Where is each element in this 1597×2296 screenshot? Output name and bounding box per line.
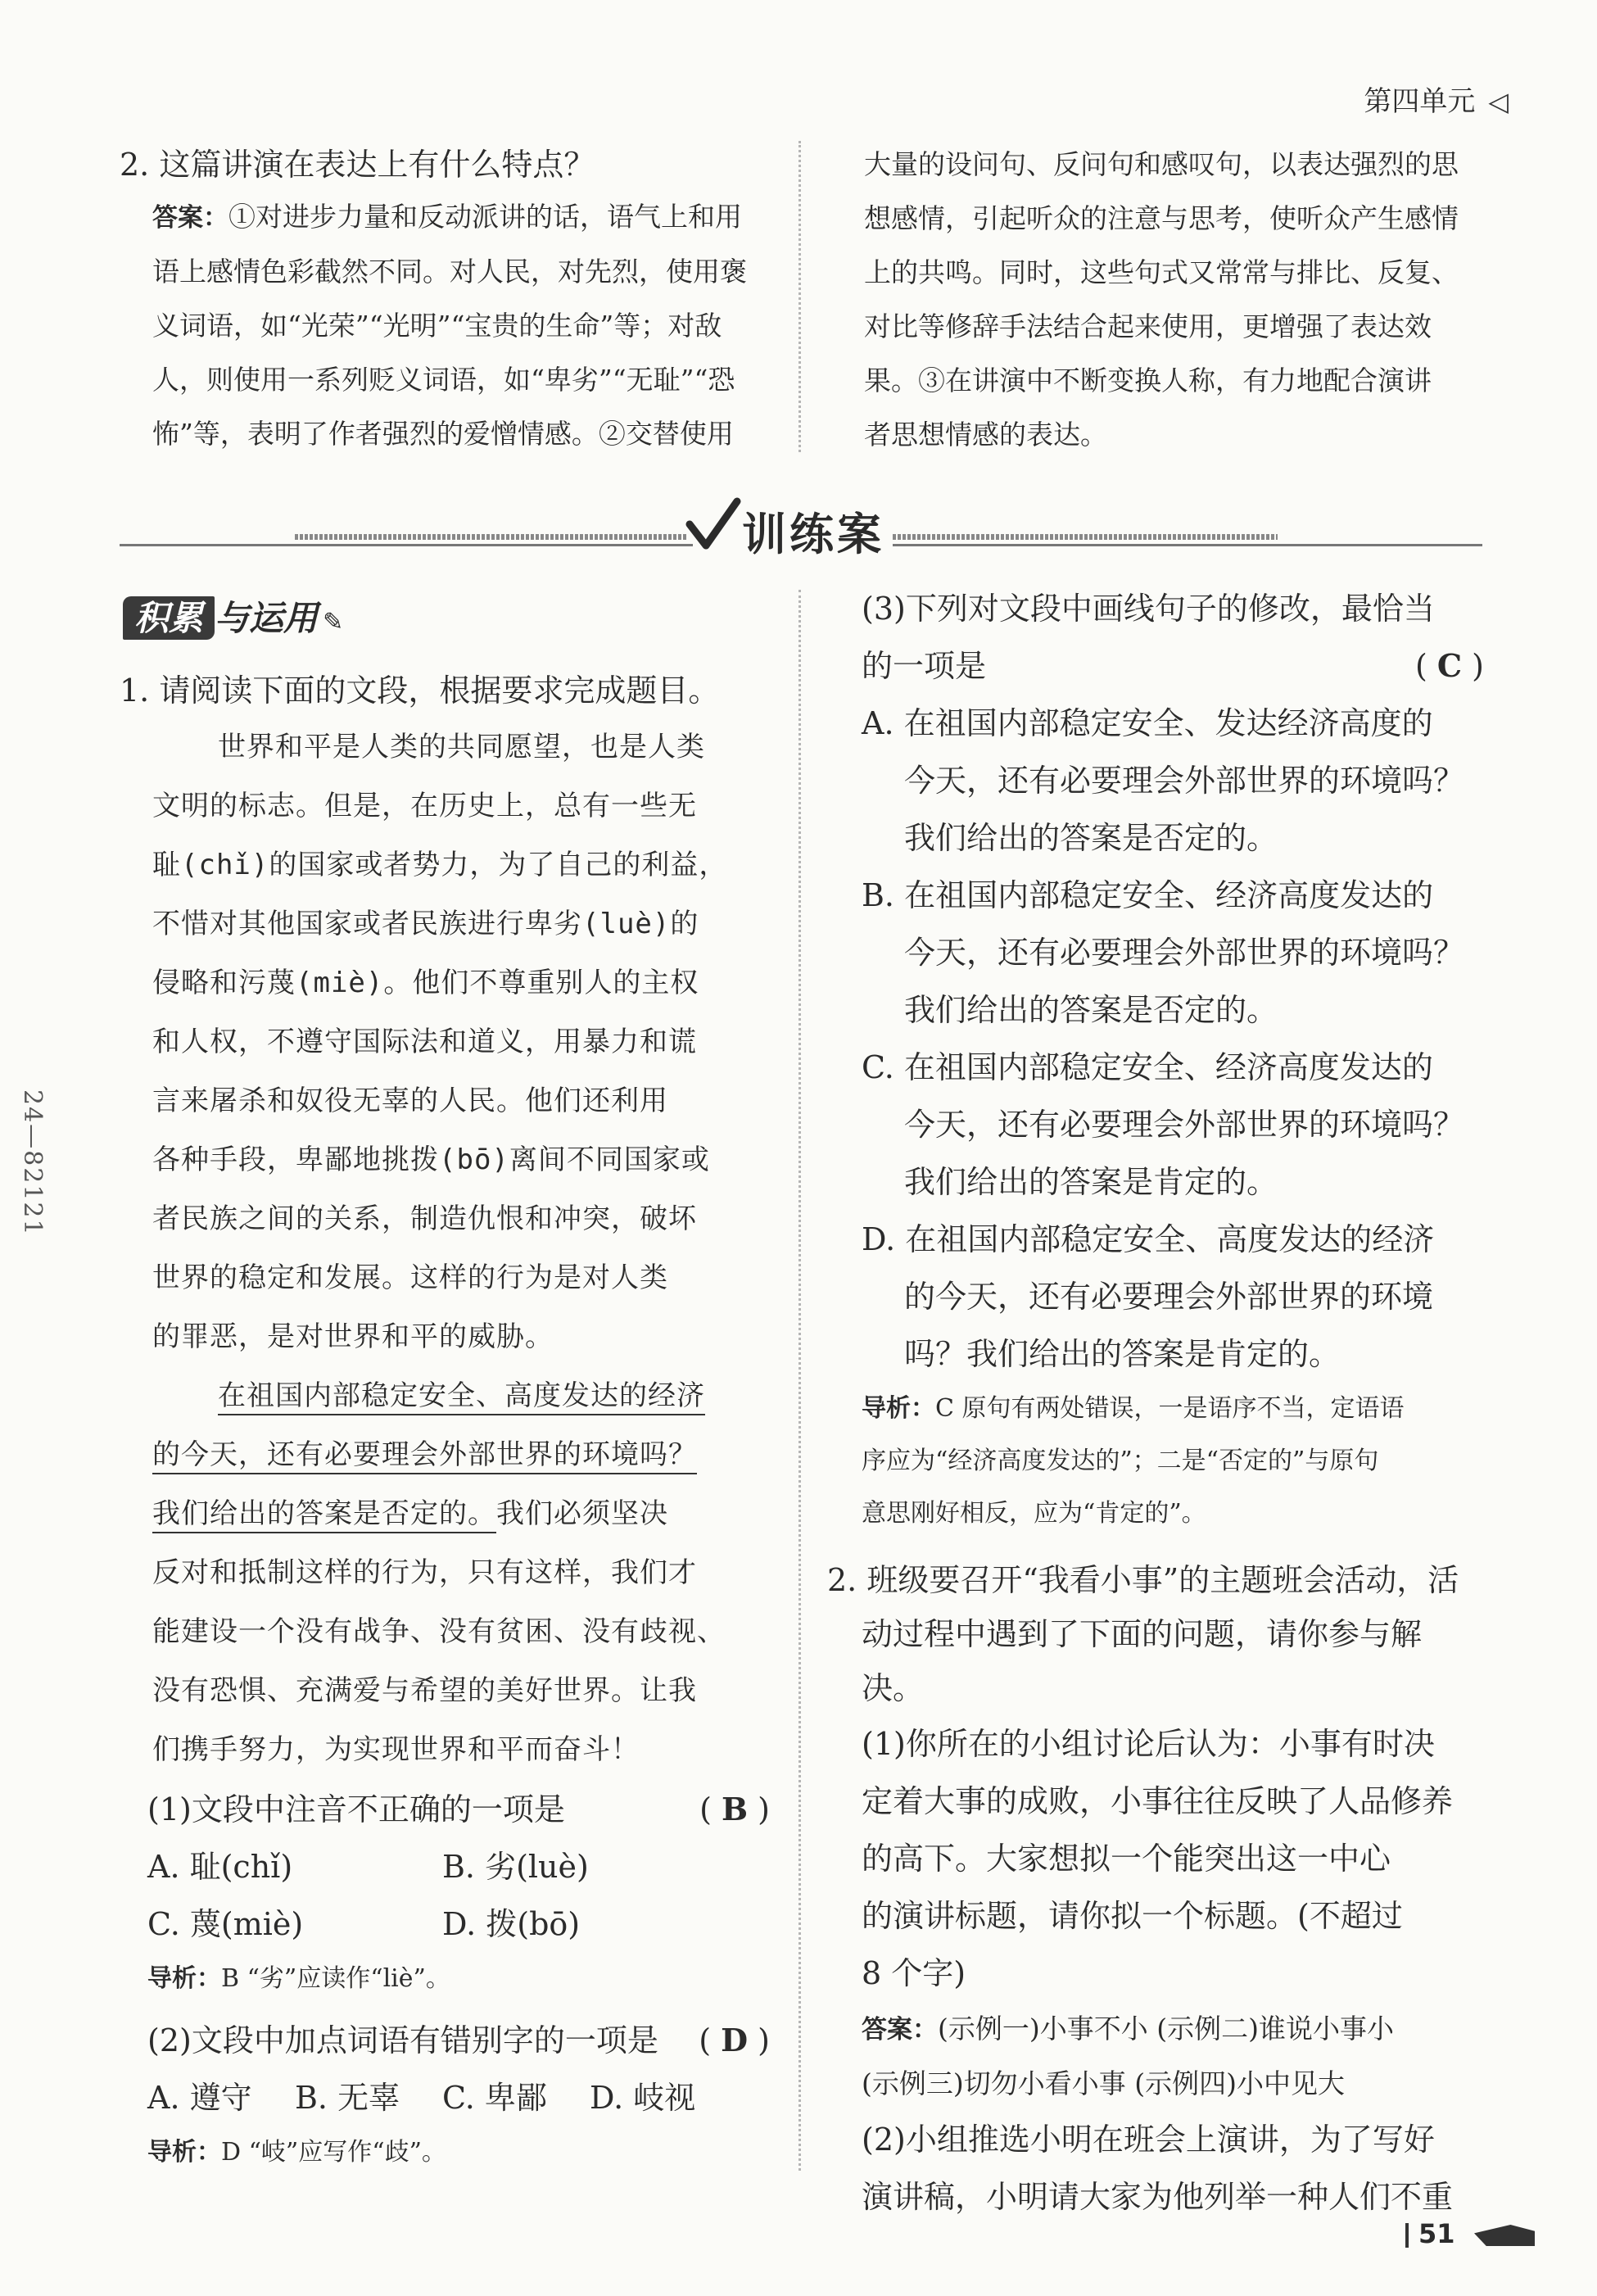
- sub2-option: D. 岐视: [590, 2080, 696, 2116]
- answer-line: 果。③在讲演中不断变换人称，有力地配合演讲: [864, 365, 1432, 396]
- sub2-option: B. 无辜: [295, 2080, 400, 2116]
- answer-line: 义词语，如“光荣”“光明”“宝贵的生命”等；对敌: [152, 310, 722, 342]
- answer-line: 怖”等，表明了作者强烈的爱憎情感。②交替使用: [152, 418, 734, 450]
- sub2-stem: (2)文段中加点词语有错别字的一项是: [147, 2022, 658, 2058]
- passage-line: 各种手段，卑鄙地挑拨(bō)离间不同国家或: [152, 1143, 710, 1176]
- sub3-option-d: D. 在祖国内部稳定安全、高度发达的经济 的今天，还有必要理会外部世界的环境 吗？我们给出的答案是肯定的。: [862, 1221, 1435, 1372]
- sub1-stem: (1)文段中注音不正确的一项是: [147, 1791, 565, 1827]
- q2-sub1: (1)你所在的小组讨论后认为：小事有时决 定着大事的成败，小事往往反映了人品修养 的高下。大家想拟一个能突出这一中心 的演讲标题，请你拟一个标题。(不超过 8 个字): [862, 1726, 1454, 1991]
- side-code: 24—82121: [18, 1089, 47, 1237]
- sub3-stem: (3)下列对文段中画线句子的修改，最恰当: [862, 591, 1435, 627]
- section-tag-rest: 与运用: [215, 598, 319, 638]
- passage-line: 不惜对其他国家或者民族进行卑劣(luè)的: [152, 908, 699, 940]
- sub3-option-c: C. 在祖国内部稳定安全、经济高度发达的 今天，还有必要理会外部世界的环境吗？ 我们给出的答案是肯定的。: [862, 1049, 1465, 1200]
- q2: [827, 1553, 1482, 2226]
- underlined-sentence: 在祖国内部稳定安全、高度发达的经济: [218, 1379, 705, 1415]
- top-answer-left: [152, 190, 775, 461]
- passage-line: [152, 1366, 768, 1425]
- banner-rule-left-thick: [295, 534, 688, 540]
- underlined-sentence: 我们给出的答案是否定的。: [152, 1497, 496, 1533]
- section-tag: [123, 591, 343, 641]
- checkmark-icon: [685, 496, 742, 554]
- sub1-option: B. 劣(luè): [442, 1849, 589, 1885]
- page-number-bar: [1405, 2223, 1409, 2248]
- unit-title: 第四单元: [1364, 85, 1476, 118]
- sub1-option: D. 拨(bō): [442, 1906, 581, 1942]
- underlined-sentence: 的今天，还有必要理会外部世界的环境吗？: [152, 1438, 697, 1474]
- passage-line: 反对和抵制这样的行为，只有这样，我们才: [152, 1556, 697, 1589]
- sub3-option-b: B. 在祖国内部稳定安全、经济高度发达的 今天，还有必要理会外部世界的环境吗？ 我们给出的答案是否定的。: [862, 877, 1465, 1028]
- top-question: 2. 这篇讲演在表达上有什么特点？: [120, 147, 595, 183]
- passage-line: 世界和平是人类的共同愿望，也是人类: [218, 731, 705, 763]
- page-number: 51: [1418, 2218, 1455, 2249]
- q2-prompt: 2. 班级要召开“我看小事”的主题班会活动，活: [827, 1562, 1459, 1598]
- q1-sub3: [862, 580, 1484, 1540]
- answer-line: 答案：①对进步力量和反动派讲的话，语气上和用: [152, 201, 742, 233]
- passage-line: 没有恐惧、充满爱与希望的美好世界。让我: [152, 1674, 697, 1707]
- sub3-option-a: A. 在祖国内部稳定安全、发达经济高度的 今天，还有必要理会外部世界的环境吗？ 我们给出的答案是否定的。: [862, 705, 1465, 856]
- answer-line: 想感情，引起听众的注意与思考，使听众产生感情: [864, 202, 1459, 234]
- sub2-guide: 导析：D “岐”应写作“歧”。: [147, 2138, 446, 2167]
- page-tab-decoration: [1474, 2225, 1535, 2246]
- q2-prompt: 动过程中遇到了下面的问题，请你参与解决。: [862, 1616, 1423, 1706]
- q1-passage: [152, 718, 768, 1779]
- q2-sub2: (2)小组推选小明在班会上演讲，为了写好 演讲稿，小明请大家为他列举一种人们不重: [862, 2122, 1454, 2215]
- passage-line: 世界的稳定和发展。这样的行为是对人类: [152, 1261, 668, 1294]
- sub1-answer: ( B ): [699, 1791, 770, 1827]
- banner-rule-left: [120, 544, 693, 546]
- banner-rule-right-thick: [893, 534, 1278, 540]
- answer-line: 大量的设问句、反问句和感叹句，以表达强烈的思: [864, 148, 1459, 180]
- sub2-option: A. 遵守: [147, 2080, 252, 2116]
- passage-line: 文明的标志。但是，在历史上，总有一些无: [152, 790, 697, 822]
- unit-header: [1364, 79, 1509, 119]
- passage-line: 侵略和污蔑(miè)。他们不尊重别人的主权: [152, 967, 699, 999]
- answer-line: 者思想情感的表达。: [864, 419, 1107, 451]
- column-divider: [798, 590, 801, 2171]
- passage-line: [152, 1425, 768, 1484]
- answer-line: 语上感情色彩截然不同。对人民，对先烈，使用褒: [152, 256, 747, 288]
- column-divider: [798, 141, 801, 452]
- section-tag-dark: 积累: [123, 596, 215, 640]
- q1-prompt: 1. 请阅读下面的文段，根据要求完成题目。: [120, 672, 720, 709]
- banner-rule-right: [893, 544, 1482, 546]
- answer-line: 对比等修辞手法结合起来使用，更增强了表达效: [864, 310, 1432, 342]
- answer-line: 上的共鸣。同时，这些句式又常常与排比、反复、: [864, 256, 1459, 288]
- answer-label: 答案：: [152, 203, 228, 233]
- q1-sub1: [147, 1781, 770, 2005]
- q1-sub2: [147, 2012, 770, 2179]
- passage-line: 言来屠杀和奴役无辜的人民。他们还利用: [152, 1085, 668, 1117]
- passage-line: 们携手努力，为实现世界和平而奋斗！: [152, 1733, 640, 1766]
- banner-title: 训练案: [742, 509, 884, 560]
- passage-line: 我们给出的答案是否定的。我们必须坚决: [152, 1484, 768, 1543]
- sub2-answer: ( D ): [699, 2022, 770, 2058]
- triangle-left-icon: ◁: [1488, 86, 1509, 117]
- passage-line: 者民族之间的关系，制造仇恨和冲突，破坏: [152, 1202, 697, 1235]
- sub1-option: A. 耻(chǐ): [147, 1849, 293, 1885]
- passage-line: 的罪恶，是对世界和平的威胁。: [152, 1320, 554, 1353]
- sub1-guide: 导析：B “劣”应读作“liè”。: [147, 1964, 450, 1993]
- q2-sub1-answer: 答案：(示例一)小事不小 (示例二)谁说小事小 (示例三)切勿小看小事 (示例四)小中见大: [862, 2013, 1394, 2099]
- sub3-answer: ( C ): [1414, 647, 1484, 684]
- passage-line: 耻(chǐ)的国家或者势力，为了自己的利益，: [152, 849, 728, 881]
- top-answer-right: [864, 138, 1511, 462]
- sub2-option: C. 卑鄙: [442, 2080, 547, 2116]
- feather-icon: ✎: [323, 608, 344, 636]
- sub3-guide: 导析：C 原句有两处错误，一是语序不当，定语语 序应为“经济高度发达的”；二是“否定的”与原句 意思刚好相反，应为“肯定的”。: [862, 1394, 1405, 1528]
- sub3-stem: 的一项是: [862, 648, 987, 684]
- passage-line: 和人权，不遵守国际法和道义，用暴力和谎: [152, 1026, 697, 1058]
- sub1-option: C. 蔑(miè): [147, 1906, 304, 1942]
- passage-line: 能建设一个没有战争、没有贫困、没有歧视、: [152, 1615, 726, 1648]
- answer-line: 人，则使用一系列贬义词语，如“卑劣”“无耻”“恐: [152, 364, 735, 396]
